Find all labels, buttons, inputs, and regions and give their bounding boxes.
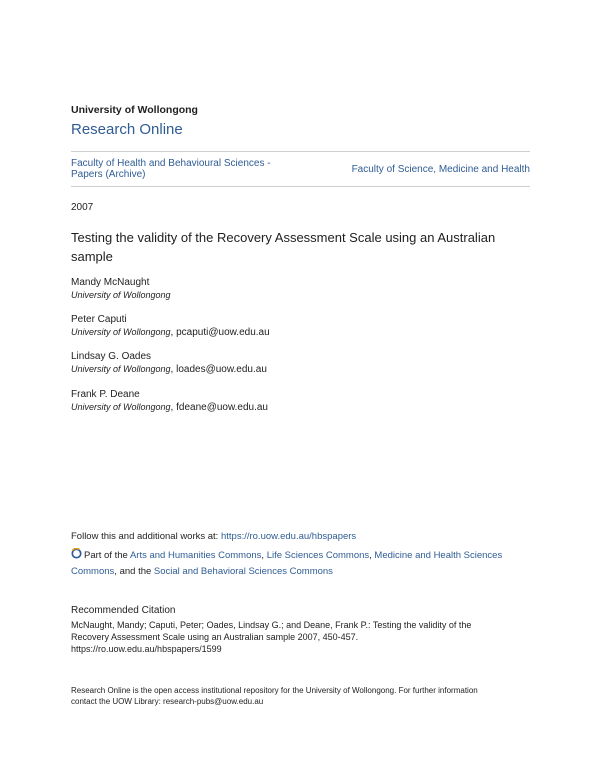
author-entry [71, 314, 270, 339]
author-email[interactable]: , loades@uow.edu.au [170, 364, 267, 375]
separator: , [369, 550, 375, 561]
part-of-prefix: Part of the [84, 550, 130, 561]
publication-year: 2007 [71, 202, 94, 213]
footer-line: contact the UOW Library: research-pubs@uow.edu.au [71, 697, 264, 706]
author-entry [71, 351, 267, 376]
faculty-archive-link[interactable]: Faculty of Health and Behavioural Sciences - Papers (Archive) [71, 158, 271, 180]
author-name: Lindsay G. Oades [71, 351, 152, 362]
divider-top [71, 151, 530, 152]
follow-line [71, 531, 356, 542]
author-entry [71, 389, 268, 414]
citation-line: McNaught, Mandy; Caputi, Peter; Oades, Lindsay G.; and Deane, Frank P.: Testing the validity of the [71, 620, 472, 630]
separator: , and the [114, 566, 154, 577]
part-of-line [71, 548, 533, 580]
repository-footer [71, 685, 533, 707]
paper-title: Testing the validity of the Recovery Assessment Scale using an Australian sample [71, 230, 496, 264]
research-online-link[interactable]: Research Online [71, 121, 183, 138]
author-affiliation: University of Wollongong [71, 327, 171, 337]
author-name: Mandy McNaught [71, 277, 150, 288]
author-name: Frank P. Deane [71, 389, 140, 400]
author-email[interactable]: , pcaputi@uow.edu.au [170, 327, 270, 338]
faculty-science-link[interactable]: Faculty of Science, Medicine and Health [351, 164, 530, 175]
arts-humanities-commons-link[interactable]: Arts and Humanities Commons [129, 550, 262, 561]
citation-body [71, 619, 511, 655]
author-name: Peter Caputi [71, 314, 127, 325]
separator: , [261, 550, 267, 561]
author-affiliation: University of Wollongong [71, 290, 171, 300]
follow-url-link[interactable]: https://ro.uow.edu.au/hbspapers [220, 531, 357, 542]
open-access-icon [71, 548, 82, 559]
life-sciences-commons-link[interactable]: Life Sciences Commons [266, 550, 370, 561]
author-email[interactable]: , fdeane@uow.edu.au [170, 402, 268, 413]
author-entry [71, 277, 171, 302]
university-name: University of Wollongong [71, 104, 198, 116]
footer-line: Research Online is the open access institutional repository for the University of Wollongong. For further information [71, 686, 478, 695]
author-affiliation: University of Wollongong [71, 402, 171, 412]
citation-heading: Recommended Citation [71, 605, 176, 616]
divider-bottom [71, 186, 530, 187]
citation-line: Recovery Assessment Scale using an Australian sample 2007, 450-457. [71, 632, 359, 642]
medicine-health-commons-link[interactable]: Medicine and Health Sciences Commons [71, 550, 503, 577]
social-behavioral-commons-link[interactable]: Social and Behavioral Sciences Commons [153, 566, 333, 577]
citation-url[interactable]: https://ro.uow.edu.au/hbspapers/1599 [71, 644, 222, 654]
follow-prefix: Follow this and additional works at: [71, 531, 221, 542]
author-affiliation: University of Wollongong [71, 364, 171, 374]
